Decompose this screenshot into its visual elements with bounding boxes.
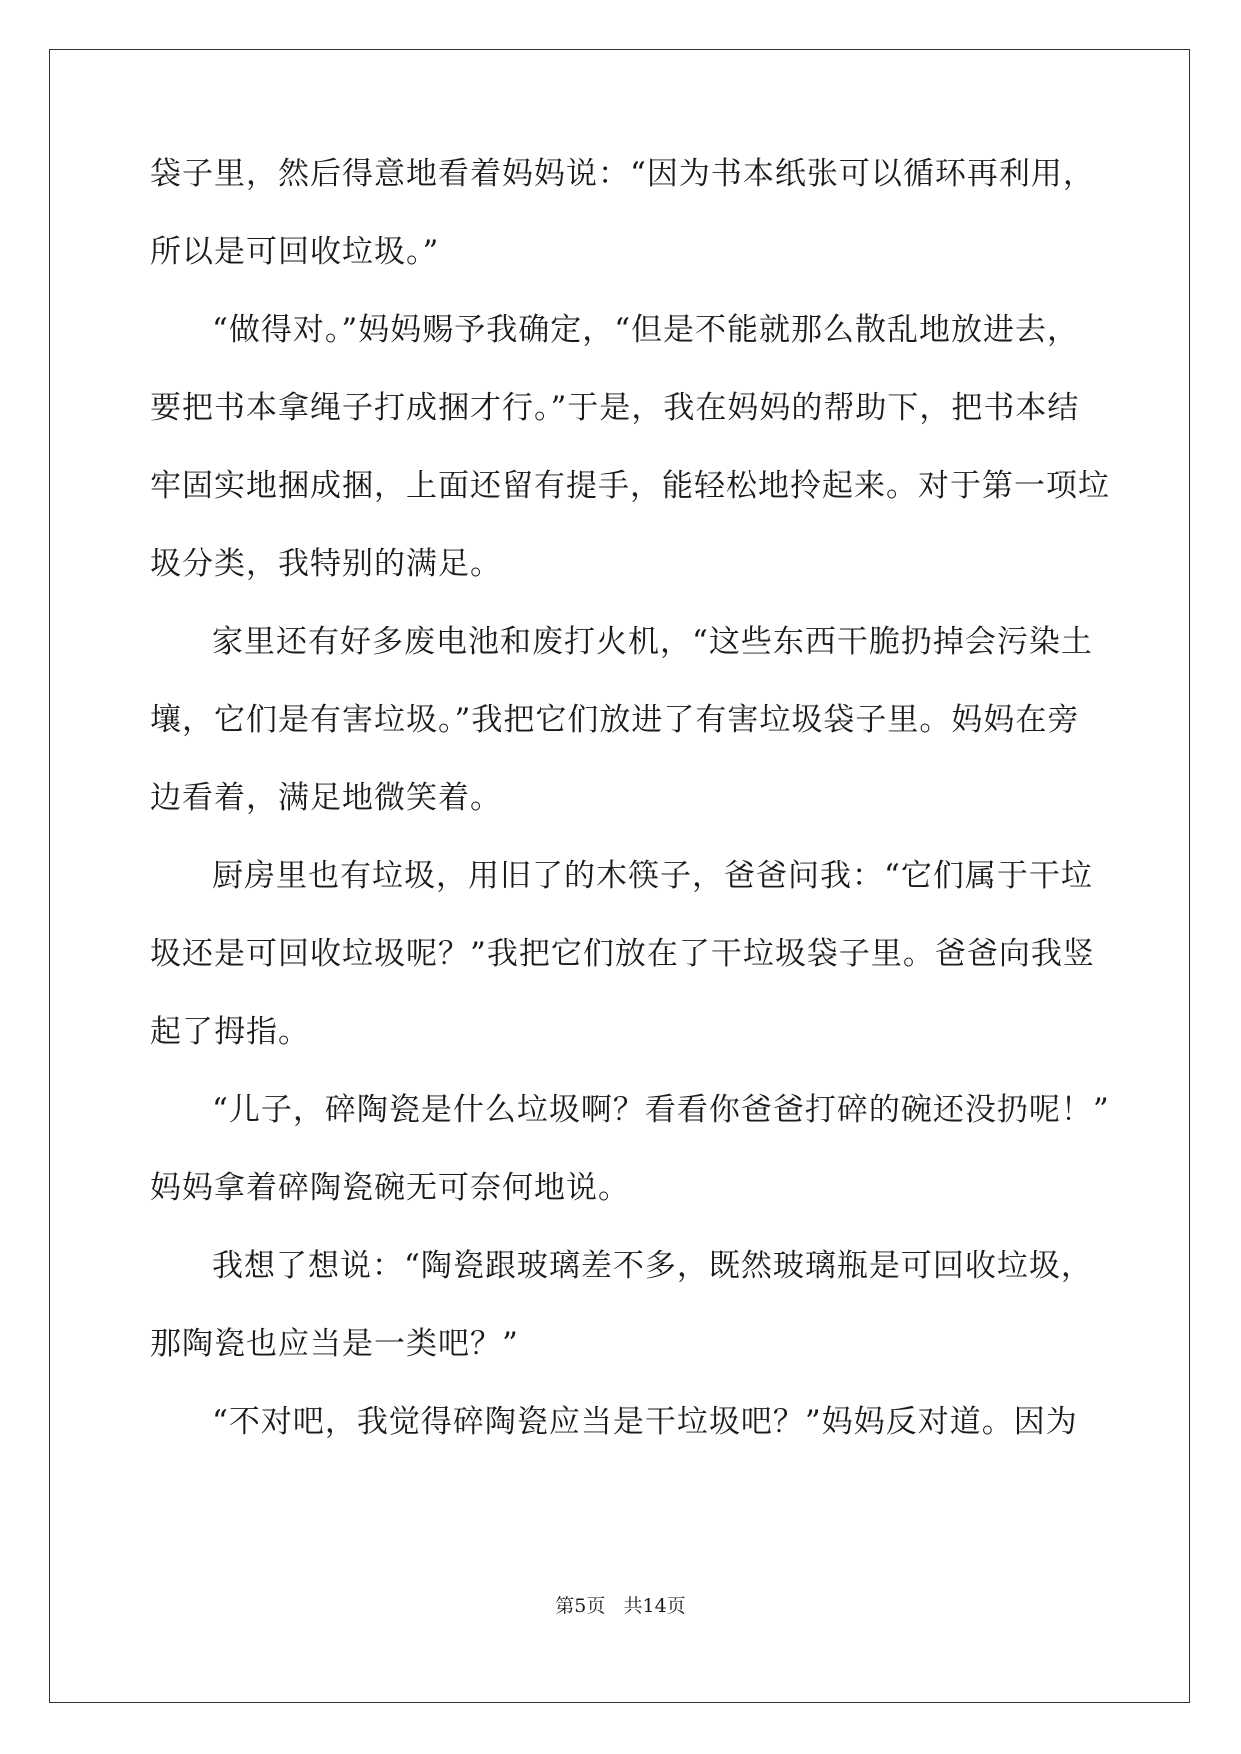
text-line: 所以是可回收垃圾。” xyxy=(150,234,440,270)
text-line: 起了拇指。 xyxy=(150,1014,310,1050)
text-line: 牢固实地捆成捆，上面还留有提手，能轻松地拎起来。对于第一项垃 xyxy=(150,468,1110,504)
text-line: “不对吧，我觉得碎陶瓷应当是干垃圾吧？”妈妈反对道。因为 xyxy=(212,1404,1078,1440)
text-line: 袋子里，然后得意地看着妈妈说：“因为书本纸张可以循环再利用， xyxy=(150,156,1095,192)
text-line: 要把书本拿绳子打成捆才行。”于是，我在妈妈的帮助下，把书本结 xyxy=(150,390,1080,426)
text-line: 家里还有好多废电池和废打火机，“这些东西干脆扔掉会污染土 xyxy=(212,624,1093,660)
text-line: 圾分类，我特别的满足。 xyxy=(150,546,502,582)
text-line: 圾还是可回收垃圾呢？”我把它们放在了干垃圾袋子里。爸爸向我竖 xyxy=(150,936,1095,972)
page-number: 第5页 共14页 xyxy=(555,1595,686,1617)
text-line: 边看着，满足地微笑着。 xyxy=(150,780,502,816)
text-line: 我想了想说：“陶瓷跟玻璃差不多，既然玻璃瓶是可回收垃圾， xyxy=(212,1248,1093,1284)
text-line: 厨房里也有垃圾，用旧了的木筷子，爸爸问我：“它们属于干垃 xyxy=(212,858,1093,894)
text-line: “做得对。”妈妈赐予我确定，“但是不能就那么散乱地放进去， xyxy=(212,312,1080,348)
text-line: 壤，它们是有害垃圾。”我把它们放进了有害垃圾袋子里。妈妈在旁 xyxy=(150,702,1080,738)
text-line: 那陶瓷也应当是一类吧？” xyxy=(150,1326,519,1362)
text-line: “儿子，碎陶瓷是什么垃圾啊？看看你爸爸打碎的碗还没扔呢！” xyxy=(212,1092,1110,1128)
text-line: 妈妈拿着碎陶瓷碗无可奈何地说。 xyxy=(150,1170,630,1206)
